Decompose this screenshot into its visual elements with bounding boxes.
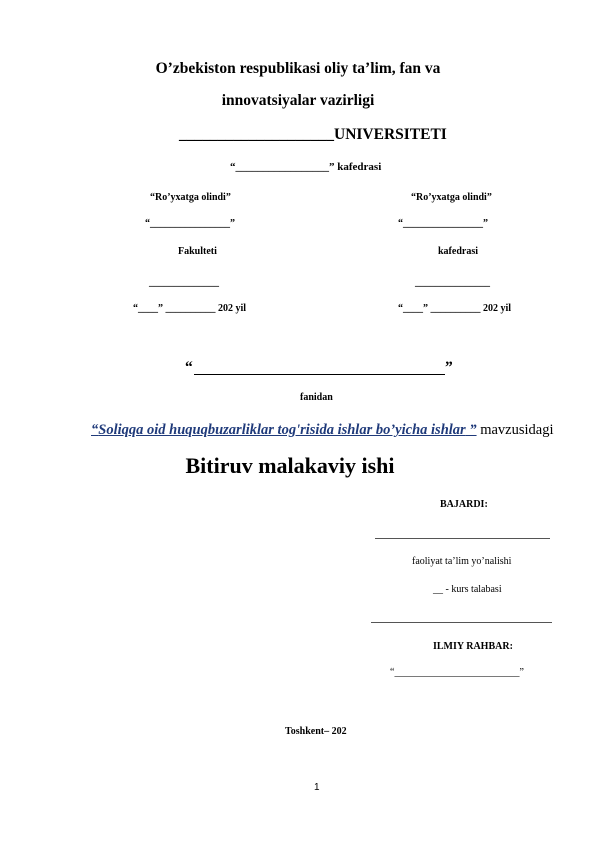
department-label: ” kafedrasi (329, 161, 382, 173)
subject-close-quote: ” (445, 359, 453, 376)
left-registration-number: “________________” (145, 218, 235, 229)
left-date: “____” __________ 202 yil (133, 303, 247, 314)
left-faculty-blank: ______________ (149, 277, 219, 288)
department-line (230, 162, 381, 173)
performer-label: BAJARDI: (440, 499, 488, 510)
page-number: 1 (314, 782, 320, 793)
work-title: Bitiruv malakaviy ishi (185, 453, 395, 478)
left-faculty-label: Fakulteti (178, 246, 217, 257)
university-line (179, 127, 447, 143)
department-blank: _________________ (235, 161, 329, 173)
topic-title[interactable]: Soliqqa oid huquqbuzarliklar tog'risida ishlar bo’yicha ishlar (98, 422, 466, 438)
topic-open-quote: “ (91, 422, 99, 438)
right-registration-number: “________________” (398, 218, 488, 229)
subject-open-quote: “ (185, 359, 193, 376)
ministry-line-2: innovatsiyalar vazirligi (221, 92, 375, 109)
performer-second-line (371, 622, 552, 623)
topic-suffix: mavzusidagi (476, 422, 554, 438)
performer-course: __ - kurs talabasi (433, 584, 502, 595)
performer-name-line (375, 538, 550, 539)
supervisor-name: “_________________________” (390, 667, 524, 678)
ministry-line-1: O’zbekiston respublikasi oliy ta’lim, fan va (155, 60, 441, 77)
subject-blank-line (194, 374, 445, 375)
performer-direction: faoliyat ta’lim yo’nalishi (412, 556, 512, 567)
right-date: “____” __________ 202 yil (398, 303, 512, 314)
left-registered-title: “Ro’yxatga olindi” (150, 192, 231, 203)
university-blank: ____________________ (179, 126, 334, 143)
topic-line (91, 423, 553, 438)
supervisor-label: ILMIY RAHBAR: (433, 641, 513, 652)
right-department-label: kafedrasi (438, 246, 478, 257)
university-name: UNIVERSITETI (334, 126, 447, 143)
department-open-quote: “ (230, 161, 236, 173)
city-year: Toshkent– 202 (285, 726, 347, 737)
subject-suffix: fanidan (300, 392, 333, 403)
right-registered-title: “Ro’yxatga olindi” (411, 192, 492, 203)
right-department-blank: _______________ (415, 277, 490, 288)
topic-close-quote: ” (465, 422, 477, 438)
